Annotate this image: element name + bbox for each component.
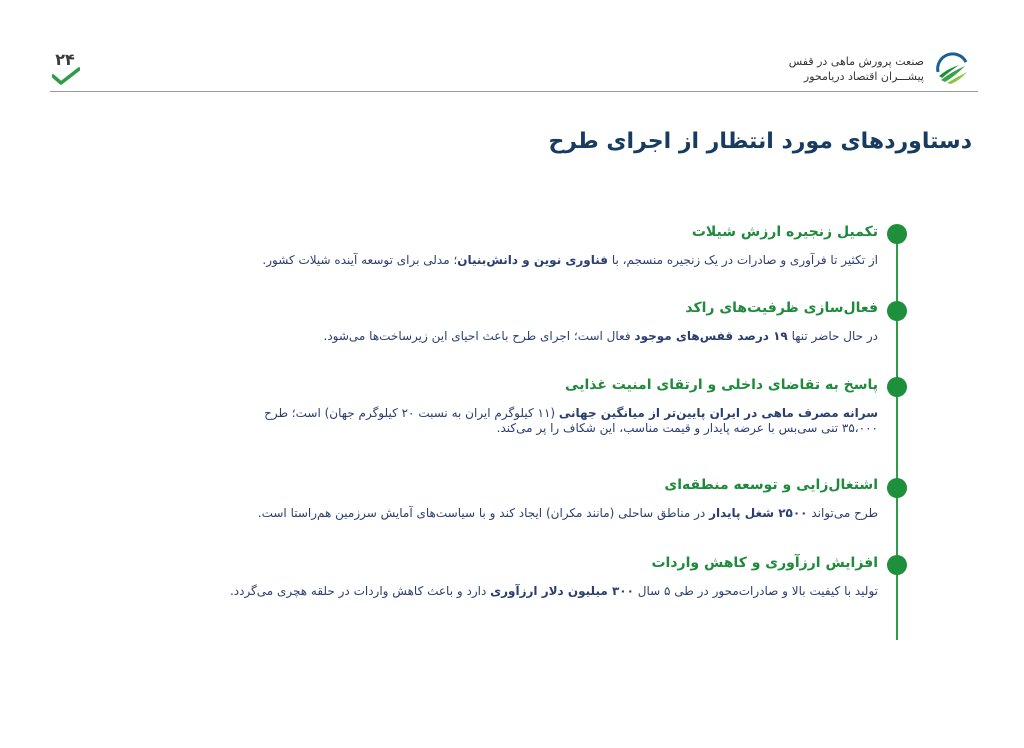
page-number bbox=[50, 51, 80, 89]
item-heading: پاسخ به تقاضای داخلی و ارتقای امنیت غذایی bbox=[565, 377, 878, 393]
timeline-dot bbox=[887, 301, 907, 321]
item-body-emphasis: ۲۵۰۰ شغل پایدار bbox=[709, 506, 808, 520]
timeline-line bbox=[896, 230, 898, 640]
item-body bbox=[178, 329, 878, 344]
item-body bbox=[238, 406, 878, 436]
item-body-emphasis: فناوری نوین و دانش‌بنیان bbox=[457, 253, 609, 267]
item-body-text: دارد و باعث کاهش واردات در حلقه هچری می‌گردد. bbox=[229, 584, 491, 598]
timeline-dot bbox=[887, 224, 907, 244]
organization-logo bbox=[933, 50, 971, 86]
item-heading: افزایش ارزآوری و کاهش واردات bbox=[651, 555, 878, 571]
item-body-text: تولید با کیفیت بالا و صادرات‌محور در طی ۵ سال bbox=[633, 584, 878, 598]
header-title-line2: پیشـــران اقتصاد دریامحور bbox=[803, 70, 924, 83]
item-heading: فعال‌سازی ظرفیت‌های راکد bbox=[685, 300, 878, 316]
timeline-dot bbox=[887, 478, 907, 498]
item-body bbox=[178, 253, 878, 268]
page-number-text: ۲۴ bbox=[55, 50, 75, 69]
item-body-text: در حال حاضر تنها bbox=[787, 329, 878, 343]
header-title-line1: صنعت پرورش ماهی در قفس bbox=[788, 55, 924, 68]
timeline-dot bbox=[887, 555, 907, 575]
item-body-text: ؛ مدلی برای توسعه آینده شیلات کشور. bbox=[262, 253, 458, 267]
page-title: دستاوردهای مورد انتظار از اجرای طرح bbox=[548, 129, 972, 154]
item-body-text: فعال است؛ اجرای طرح باعث احیای این زیرساخت‌ها می‌شود. bbox=[323, 329, 635, 343]
item-body bbox=[178, 506, 878, 521]
item-body-text: از تکثیر تا فرآوری و صادرات در یک زنجیره منسجم، با bbox=[608, 253, 878, 267]
item-body-text: طرح می‌تواند bbox=[807, 506, 878, 520]
item-body-emphasis: ۱۹ درصد قفس‌های موجود bbox=[634, 329, 788, 343]
item-body-emphasis: ۳۰۰ میلیون دلار ارزآوری bbox=[490, 584, 634, 598]
item-body-text: (۱۱ کیلوگرم ایران به نسبت ۲۰ کیلوگرم جهان) است؛ طرح ۳۵،۰۰۰ تنی سی‌بس با عرضه پایدار و قیمت مناسب، این شکاف را پر می‌کند. bbox=[264, 406, 878, 435]
header-subtitle bbox=[789, 54, 924, 84]
item-heading: اشتغال‌زایی و توسعه منطقه‌ای bbox=[664, 477, 878, 493]
item-body bbox=[178, 584, 878, 599]
item-body-text: در مناطق ساحلی (مانند مکران) ایجاد کند و با سیاست‌های آمایش سرزمین هم‌راستا است. bbox=[257, 506, 710, 520]
timeline-dot bbox=[887, 377, 907, 397]
item-body-emphasis: سرانه مصرف ماهی در ایران پایین‌تر از میانگین جهانی bbox=[558, 406, 878, 420]
item-heading: تکمیل زنجیره ارزش شیلات bbox=[691, 224, 878, 240]
checkmark-icon bbox=[52, 67, 80, 85]
header-divider bbox=[50, 91, 978, 92]
